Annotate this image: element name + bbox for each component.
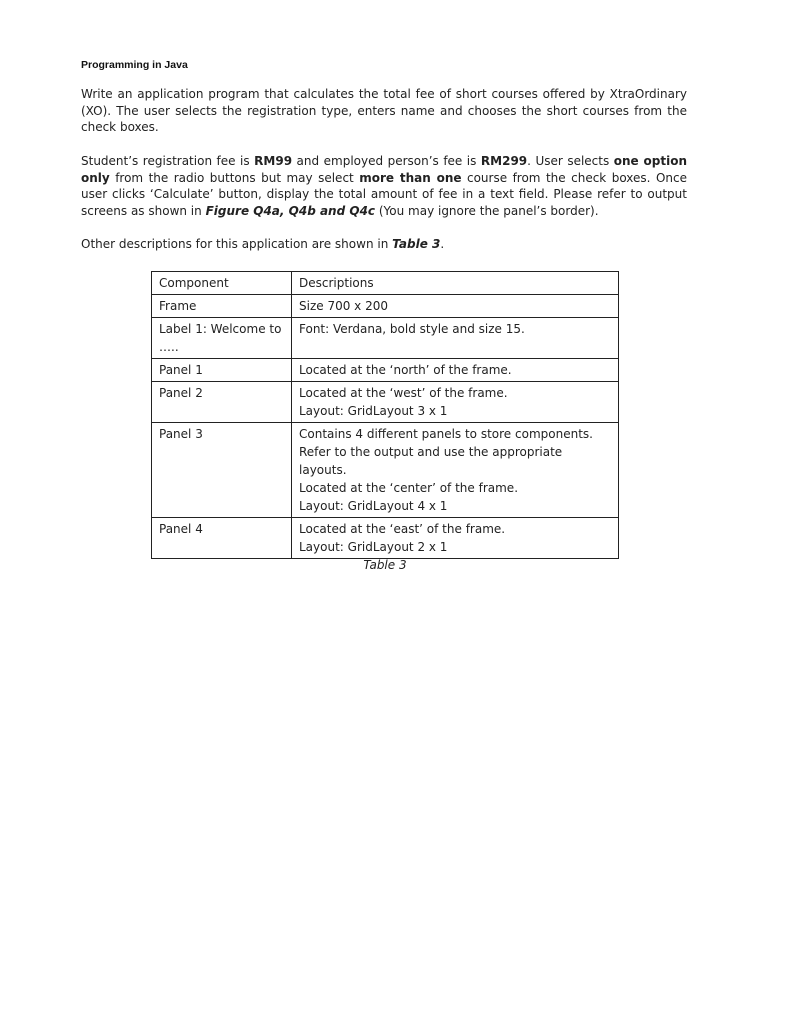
student-fee: RM99 [254, 154, 293, 168]
description-line: Located at the ‘east’ of the frame. [299, 522, 506, 536]
fee-text-3: . User selects [527, 154, 614, 168]
employed-fee: RM299 [480, 154, 528, 168]
table-caption: Table 3 [363, 558, 407, 572]
row-component: Panel 1 [152, 359, 292, 382]
table-row [152, 359, 619, 382]
row-description [292, 518, 619, 559]
description-line: Located at the ‘west’ of the frame. [299, 386, 508, 400]
description-line: Layout: GridLayout 2 x 1 [299, 540, 448, 554]
description-line: Font: Verdana, bold style and size 15. [299, 322, 525, 336]
row-description [292, 295, 619, 318]
fee-text-1: Student’s registration fee is [81, 154, 255, 168]
row-component: Panel 2 [152, 382, 292, 423]
ref-text-2: . [440, 237, 445, 251]
more-than-one-emphasis: more than one [359, 170, 462, 185]
row-description [292, 359, 619, 382]
ref-text-1: Other descriptions for this application are shown in [81, 237, 393, 251]
row-component: Panel 3 [152, 423, 292, 518]
description-line: Layout: GridLayout 4 x 1 [299, 499, 448, 513]
table-row [152, 318, 619, 359]
fee-paragraph [81, 153, 687, 219]
header-descriptions: Descriptions [292, 272, 619, 295]
row-component: Frame [152, 295, 292, 318]
figure-reference: Figure Q4a, Q4b and Q4c [205, 203, 376, 218]
header-component: Component [152, 272, 292, 295]
document-title: Programming in Java [81, 59, 188, 71]
row-description [292, 318, 619, 359]
one-option-emphasis: one option only [81, 154, 688, 185]
table-row [152, 423, 619, 518]
table-row [152, 382, 619, 423]
row-description [292, 382, 619, 423]
fee-text-5: course from the check boxes. Once user clicks ‘Calculate’ button, display the total amount of fee in a text field. Please refer to output screens as shown in [81, 170, 687, 218]
table-row [152, 518, 619, 559]
row-description [292, 423, 619, 518]
description-line: Size 700 x 200 [299, 299, 388, 313]
row-component: Label 1: Welcome to ….. [152, 318, 292, 359]
description-line: Contains 4 different panels to store components. Refer to the output and use the appropriate layouts. [299, 427, 593, 477]
description-table [151, 271, 619, 559]
table-row [152, 295, 619, 318]
fee-text-6: (You may ignore the panel’s border). [375, 203, 599, 218]
fee-text-4: from the radio buttons but may select [109, 170, 360, 185]
table-reference-paragraph [81, 236, 687, 253]
table-reference: Table 3 [392, 237, 441, 251]
fee-text-2: and employed person’s fee is [292, 154, 481, 168]
intro-paragraph: Write an application program that calculates the total fee of short courses offered by XtraOrdinary (XO). The user selects the registration type, enters name and chooses the short courses from the check boxes. [81, 87, 687, 135]
row-component: Panel 4 [152, 518, 292, 559]
table-header-row [152, 272, 619, 295]
description-line: Located at the ‘center’ of the frame. [299, 481, 519, 495]
description-line: Layout: GridLayout 3 x 1 [299, 404, 448, 418]
description-line: Located at the ‘north’ of the frame. [299, 363, 512, 377]
